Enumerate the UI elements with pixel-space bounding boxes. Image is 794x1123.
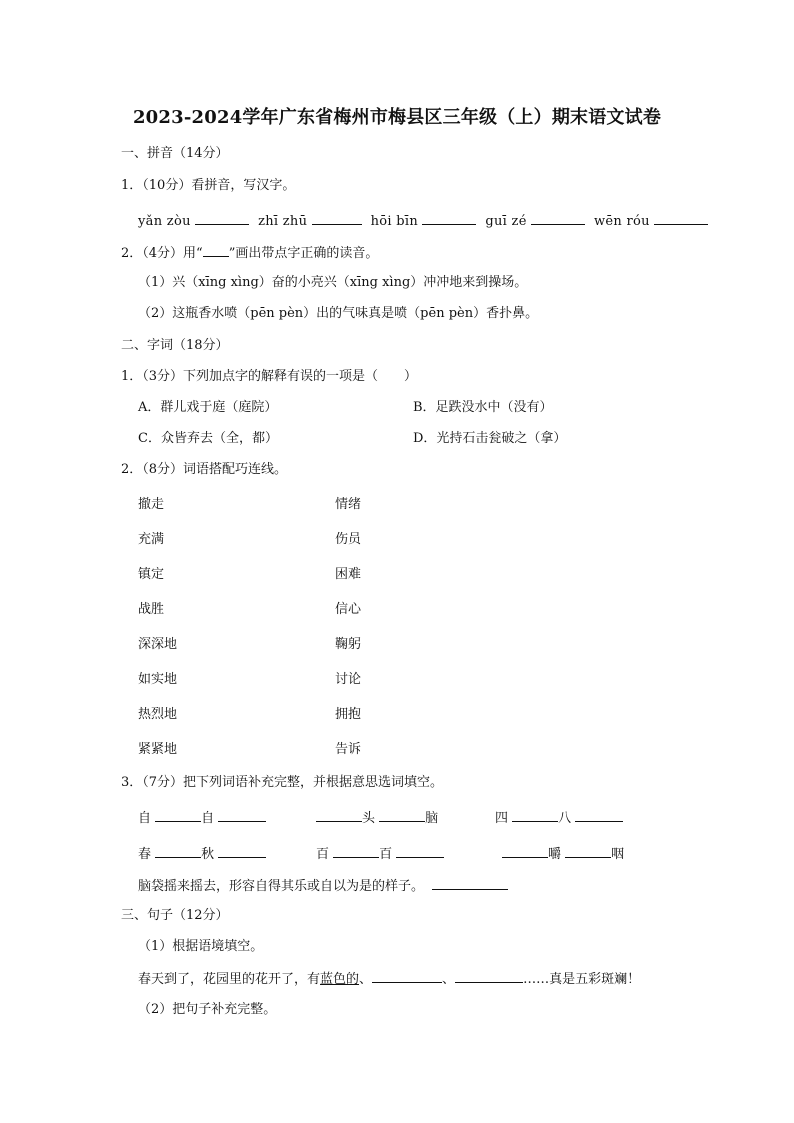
- answer-blank[interactable]: [396, 845, 444, 858]
- question-3-1-sentence: [138, 970, 640, 988]
- answer-blank[interactable]: [565, 845, 611, 858]
- idiom-definition: [138, 877, 508, 895]
- answer-blank[interactable]: [575, 809, 623, 822]
- answer-blank[interactable]: [218, 809, 266, 822]
- pinyin-item: guī zé: [485, 214, 527, 229]
- idiom-char: 嚼: [548, 847, 562, 862]
- idiom-char: 自: [138, 811, 152, 826]
- idiom-row-1: [138, 809, 266, 827]
- idiom-char: 自: [201, 811, 215, 826]
- match-right-word: 拥抱: [335, 707, 362, 722]
- idiom-row-1c: [495, 809, 623, 827]
- match-left-word: 如实地: [138, 672, 178, 687]
- question-1-2-line-2: （2）这瓶香水喷（pēn pèn）出的气味真是喷（pēn pèn）香扑鼻。: [138, 306, 539, 321]
- question-2-1-heading: 1．（3分）下列加点字的解释有误的一项是（ ）: [121, 369, 418, 384]
- answer-blank[interactable]: [512, 809, 558, 822]
- idiom-char: 头: [362, 811, 376, 826]
- answer-blank[interactable]: [372, 970, 442, 983]
- question-text: ”画出带点字正确的读音。: [228, 246, 379, 261]
- answer-blank[interactable]: [333, 845, 379, 858]
- answer-blank[interactable]: [455, 970, 523, 983]
- definition-text: 脑袋摇来摇去，形容自得其乐或自以为是的样子。: [138, 879, 425, 894]
- match-right-word: 信心: [335, 602, 362, 617]
- idiom-row-2b: [316, 845, 444, 863]
- idiom-char: 春: [138, 847, 152, 862]
- match-right-word: 伤员: [335, 532, 362, 547]
- match-right-word: 讨论: [335, 672, 362, 687]
- answer-blank[interactable]: [155, 809, 201, 822]
- section-heading-pinyin: 一、拼音（14分）: [121, 146, 229, 161]
- match-left-word: 充满: [138, 532, 165, 547]
- idiom-char: 百: [379, 847, 393, 862]
- answer-blank[interactable]: [379, 809, 425, 822]
- page-title: 2023-2024学年广东省梅州市梅县区三年级（上）期末语文试卷: [132, 107, 662, 128]
- pinyin-item: zhī zhū: [258, 214, 308, 229]
- option-a: A．群儿戏于庭（庭院）: [138, 400, 278, 415]
- question-1-2-line-1: （1）兴（xīng xìng）奋的小亮兴（xīng xìng）冲冲地来到操场。: [138, 275, 528, 290]
- question-3-2-heading: （2）把句子补充完整。: [138, 1002, 277, 1017]
- match-left-word: 深深地: [138, 637, 178, 652]
- match-right-word: 困难: [335, 567, 362, 582]
- answer-blank[interactable]: [316, 809, 362, 822]
- sentence-text: 、: [359, 972, 373, 987]
- pinyin-row: [138, 212, 708, 230]
- answer-blank[interactable]: [432, 877, 508, 890]
- match-left-word: 紧紧地: [138, 742, 178, 757]
- idiom-row-2c: [502, 845, 624, 863]
- pinyin-item: yǎn zòu: [138, 214, 191, 229]
- answer-blank[interactable]: [155, 845, 201, 858]
- idiom-char: 秋: [201, 847, 215, 862]
- sentence-example: 蓝色的: [320, 972, 360, 987]
- question-3-1-heading: （1）根据语境填空。: [138, 939, 264, 954]
- option-c: C．众皆弃去（全，都）: [138, 431, 278, 446]
- answer-blank[interactable]: [218, 845, 266, 858]
- idiom-char: 百: [316, 847, 330, 862]
- match-right-word: 鞠躬: [335, 637, 362, 652]
- idiom-char: 脑: [425, 811, 439, 826]
- match-right-word: 情绪: [335, 497, 362, 512]
- answer-blank[interactable]: [531, 212, 585, 225]
- answer-blank[interactable]: [422, 212, 476, 225]
- question-2-2-heading: 2．（8分）词语搭配巧连线。: [121, 462, 288, 477]
- match-left-word: 战胜: [138, 602, 165, 617]
- sentence-text: ……真是五彩斑斓！: [523, 972, 641, 987]
- pinyin-item: wēn róu: [594, 214, 650, 229]
- question-text: 2．（4分）用“: [121, 246, 203, 261]
- answer-blank[interactable]: [312, 212, 362, 225]
- answer-blank[interactable]: [502, 845, 548, 858]
- sentence-text: 、: [442, 972, 456, 987]
- idiom-char: 咽: [611, 847, 625, 862]
- idiom-char: 四: [495, 811, 509, 826]
- idiom-row-1b: [316, 809, 438, 827]
- match-right-word: 告诉: [335, 742, 362, 757]
- sentence-text: 春天到了，花园里的花开了，有: [138, 972, 321, 987]
- idiom-char: 八: [558, 811, 572, 826]
- pinyin-item: hōi bīn: [370, 214, 419, 229]
- question-2-3-heading: 3．（7分）把下列词语补充完整，并根据意思选词填空。: [121, 775, 444, 790]
- answer-blank[interactable]: [654, 212, 708, 225]
- match-left-word: 镇定: [138, 567, 165, 582]
- underline-sample: [203, 244, 229, 257]
- answer-blank[interactable]: [195, 212, 249, 225]
- question-1-1-heading: 1．（10分）看拼音，写汉字。: [121, 178, 296, 193]
- match-left-word: 热烈地: [138, 707, 178, 722]
- section-heading-words: 二、字词（18分）: [121, 338, 229, 353]
- question-1-2-heading: [121, 244, 378, 262]
- match-left-word: 撤走: [138, 497, 165, 512]
- option-b: B．足跌没水中（没有）: [413, 400, 553, 415]
- idiom-row-2: [138, 845, 266, 863]
- section-heading-sentences: 三、句子（12分）: [121, 908, 229, 923]
- option-d: D．光持石击瓮破之（拿）: [413, 431, 567, 446]
